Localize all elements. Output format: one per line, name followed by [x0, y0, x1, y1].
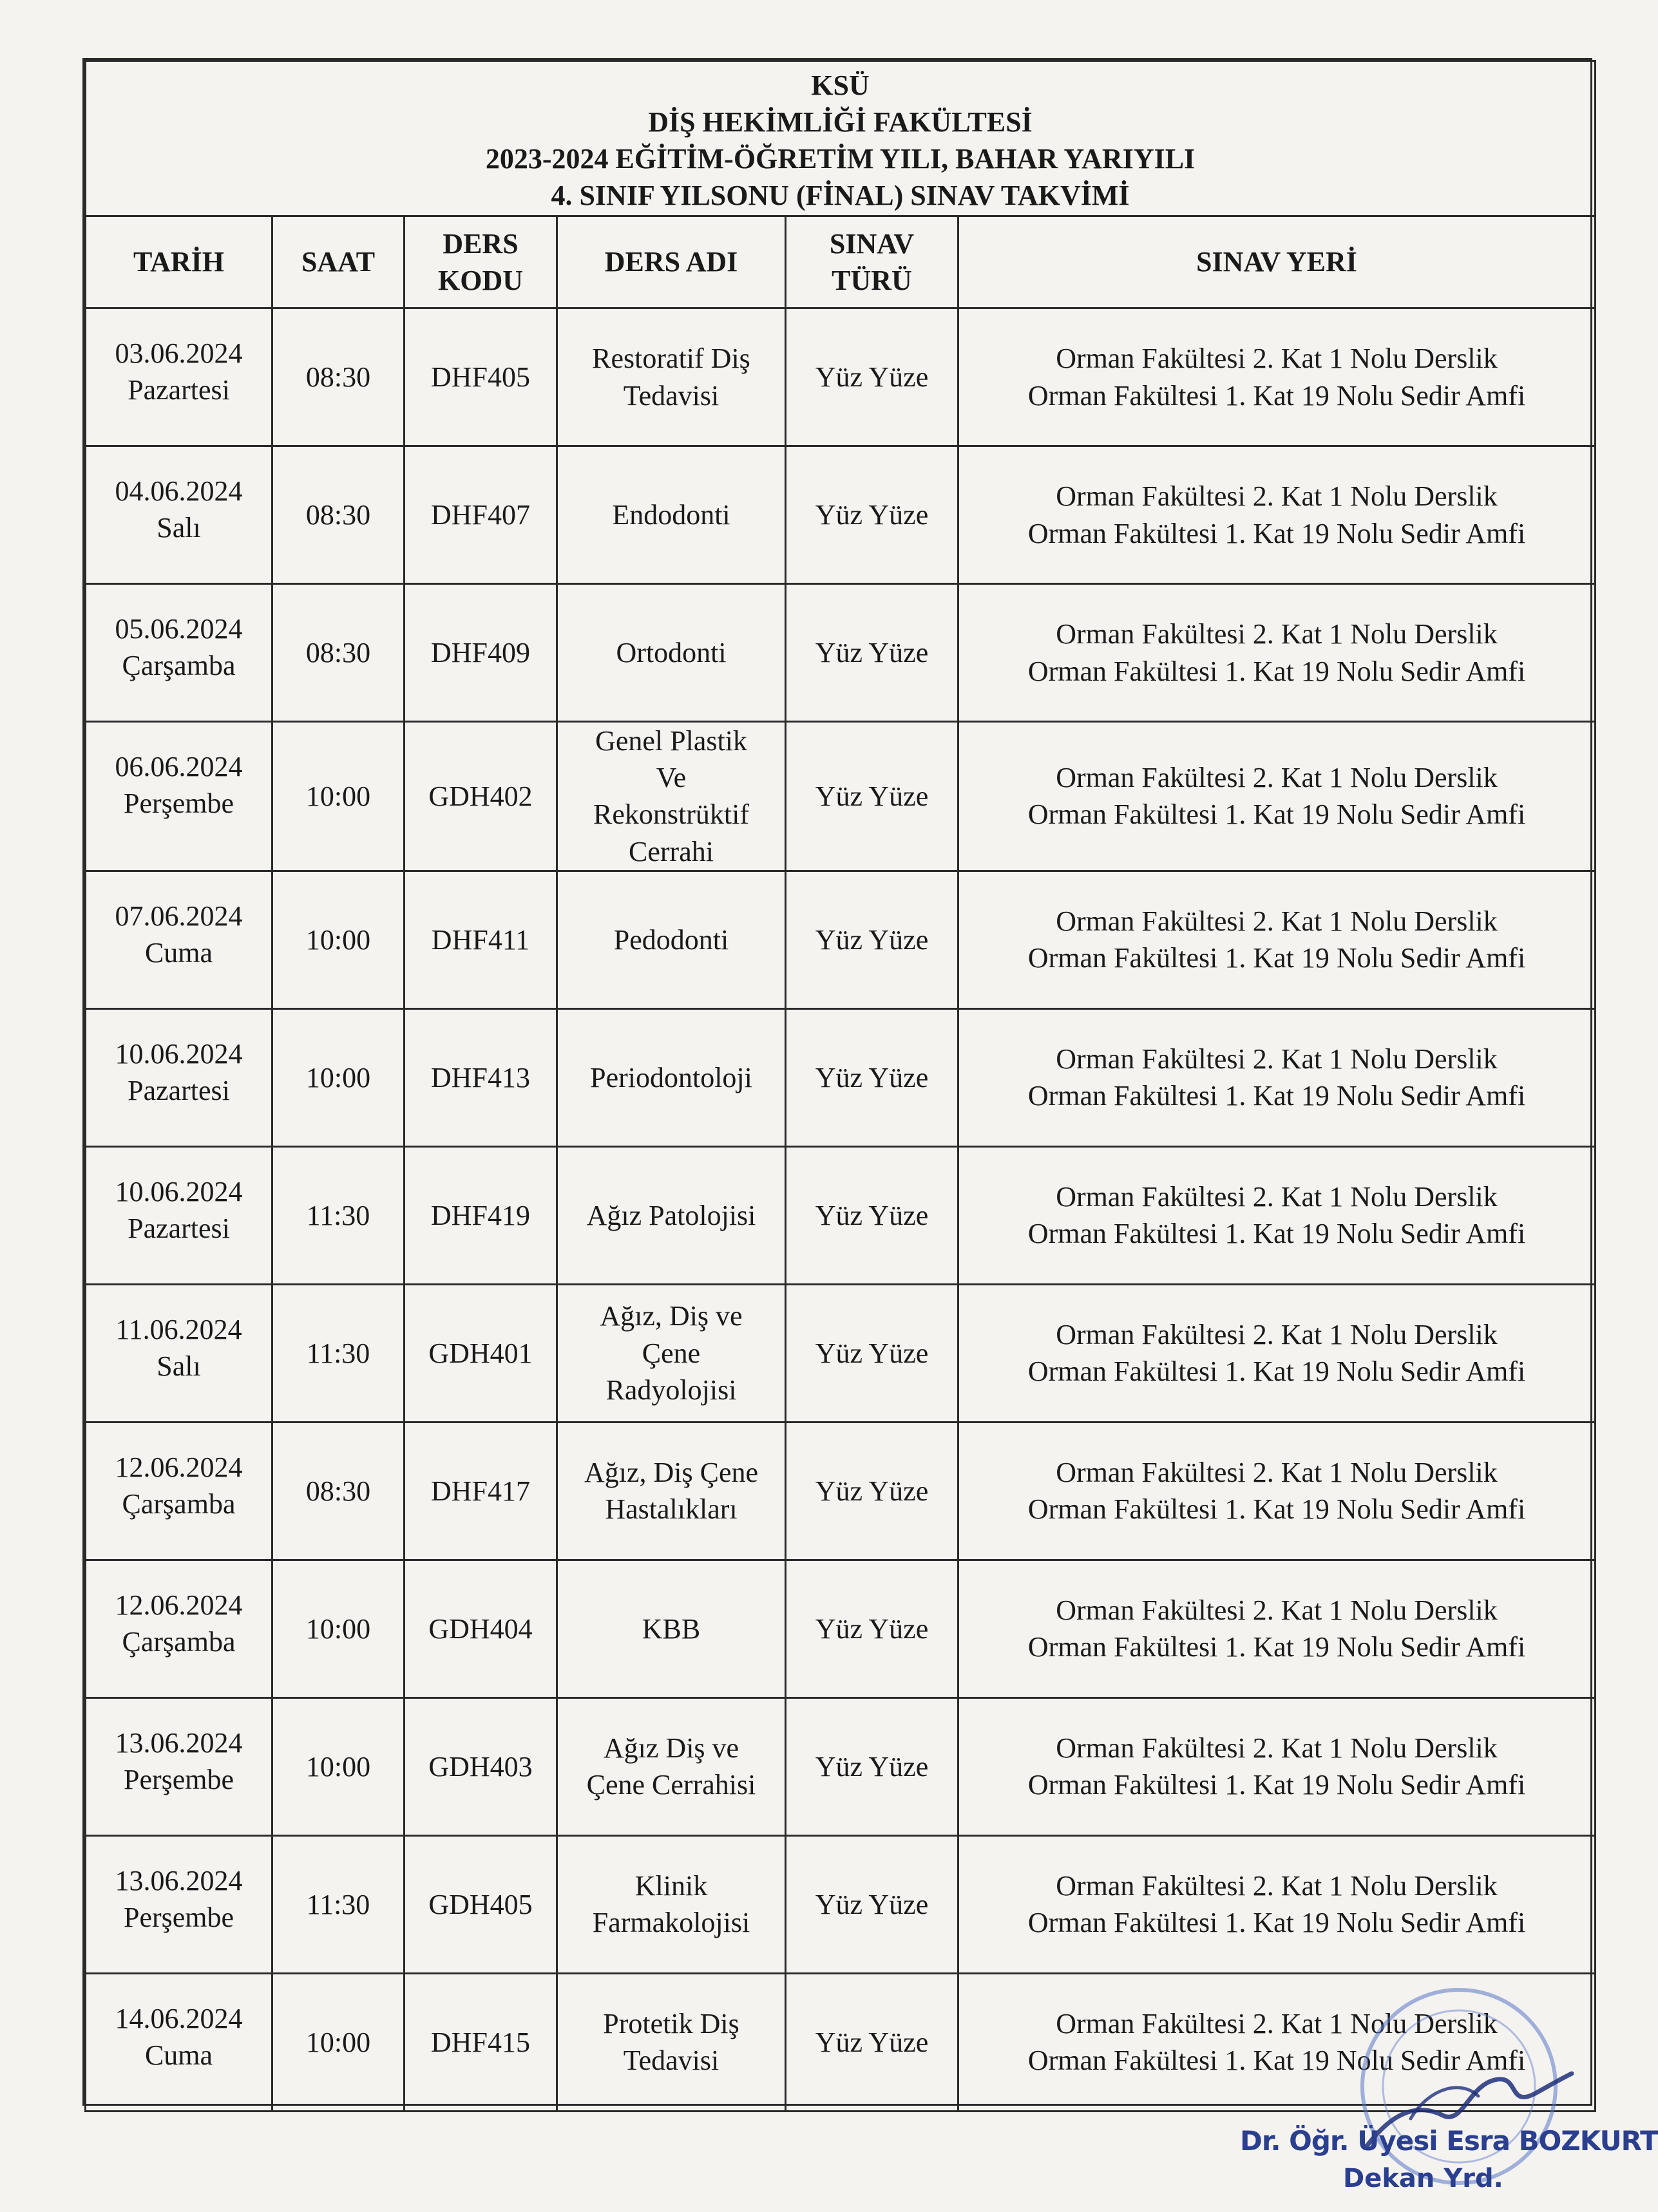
- cell-sinav-turu: Yüz Yüze: [786, 1697, 958, 1835]
- cell-sinav-turu: Yüz Yüze: [786, 1835, 958, 1973]
- schedule-body: [86, 308, 1596, 2112]
- cell-sinav-turu: Yüz Yüze: [786, 584, 958, 722]
- exam-date: 12.06.2024: [115, 1451, 243, 1483]
- cell-saat: 10:00: [272, 1560, 405, 1697]
- table-row: [86, 871, 1596, 1008]
- column-header-sinav-yeri: SINAV YERİ: [958, 216, 1596, 308]
- course-name-line: Radyolojisi: [605, 1374, 737, 1406]
- exam-day: Cuma: [144, 2039, 213, 2071]
- cell-ders-adi: [557, 1146, 786, 1284]
- cell-ders-adi: [557, 1697, 786, 1835]
- exam-location-1: Orman Fakültesi 2. Kat 1 Nolu Derslik: [1056, 1594, 1498, 1627]
- exam-location-2: Orman Fakültesi 1. Kat 19 Nolu Sedir Amfi: [1027, 942, 1526, 974]
- exam-date: 05.06.2024: [115, 613, 243, 645]
- exam-location-2: Orman Fakültesi 1. Kat 19 Nolu Sedir Amfi: [1027, 379, 1526, 411]
- cell-sinav-yeri: [958, 584, 1596, 722]
- cell-ders-kodu: GDH404: [405, 1560, 557, 1697]
- cell-ders-kodu: DHF409: [405, 584, 557, 722]
- cell-tarih: [86, 1697, 272, 1835]
- sinav-turu-line2: TÜRÜ: [832, 265, 912, 296]
- column-header-ders-kodu: [405, 216, 557, 308]
- exam-date: 13.06.2024: [115, 1864, 243, 1896]
- cell-ders-adi: [557, 1422, 786, 1560]
- course-name-line: Ağız, Diş ve: [600, 1300, 743, 1332]
- cell-sinav-yeri: [958, 871, 1596, 1008]
- cell-tarih: [86, 1284, 272, 1422]
- document-title: [86, 61, 1596, 216]
- cell-tarih: [86, 1835, 272, 1973]
- cell-saat: 11:30: [272, 1284, 405, 1422]
- exam-day: Perşembe: [123, 1763, 234, 1795]
- table-row: [86, 308, 1596, 446]
- exam-location-2: Orman Fakültesi 1. Kat 19 Nolu Sedir Amfi: [1027, 655, 1526, 687]
- cell-sinav-turu: Yüz Yüze: [786, 1284, 958, 1422]
- cell-ders-kodu: DHF417: [405, 1422, 557, 1560]
- cell-saat: 11:30: [272, 1835, 405, 1973]
- column-header-ders-adi: DERS ADI: [557, 216, 786, 308]
- cell-ders-kodu: DHF413: [405, 1008, 557, 1146]
- cell-tarih: [86, 1008, 272, 1146]
- exam-schedule-table: [84, 60, 1596, 2112]
- title-exam-calendar: 4. SINIF YILSONU (FİNAL) SINAV TAKVİMİ: [551, 180, 1130, 212]
- cell-ders-adi: [557, 1973, 786, 2111]
- cell-ders-kodu: DHF405: [405, 308, 557, 446]
- exam-date: 13.06.2024: [115, 1726, 243, 1759]
- course-name-line: Ağız, Diş Çene: [584, 1457, 759, 1489]
- exam-location-2: Orman Fakültesi 1. Kat 19 Nolu Sedir Amfi: [1027, 799, 1526, 831]
- signatory-name: Dr. Öğr. Üyesi Esra BOZKURT: [1240, 2125, 1658, 2157]
- exam-location-2: Orman Fakültesi 1. Kat 19 Nolu Sedir Amfi: [1027, 1907, 1526, 1939]
- cell-ders-adi: [557, 871, 786, 1008]
- cell-ders-kodu: GDH405: [405, 1835, 557, 1973]
- cell-sinav-yeri: [958, 1146, 1596, 1284]
- cell-sinav-turu: Yüz Yüze: [786, 446, 958, 584]
- cell-tarih: [86, 722, 272, 871]
- table-row: [86, 1697, 1596, 1835]
- table-row: [86, 446, 1596, 584]
- exam-location-1: Orman Fakültesi 2. Kat 1 Nolu Derslik: [1056, 1457, 1498, 1489]
- exam-date: 10.06.2024: [115, 1037, 243, 1070]
- exam-date: 03.06.2024: [115, 337, 243, 369]
- cell-tarih: [86, 308, 272, 446]
- exam-location-1: Orman Fakültesi 2. Kat 1 Nolu Derslik: [1056, 762, 1498, 794]
- exam-day: Pazartesi: [128, 1212, 230, 1244]
- cell-tarih: [86, 1146, 272, 1284]
- table-row: [86, 584, 1596, 722]
- course-name-line: Endodonti: [612, 498, 730, 531]
- title-academic-year: 2023-2024 EĞİTİM-ÖĞRETİM YILI, BAHAR YARIYILI: [485, 143, 1196, 175]
- exam-day: Çarşamba: [122, 1625, 236, 1658]
- exam-day: Cuma: [144, 936, 213, 969]
- cell-sinav-yeri: [958, 1008, 1596, 1146]
- exam-day: Salı: [157, 1350, 201, 1382]
- title-faculty: DİŞ HEKİMLİĞİ FAKÜLTESİ: [648, 106, 1033, 138]
- sinav-turu-line1: SINAV: [829, 227, 915, 260]
- exam-date: 07.06.2024: [115, 900, 243, 932]
- exam-day: Salı: [157, 512, 201, 544]
- exam-location-1: Orman Fakültesi 2. Kat 1 Nolu Derslik: [1056, 1319, 1498, 1351]
- course-name-line: Pedodonti: [613, 923, 729, 956]
- cell-sinav-yeri: [958, 722, 1596, 871]
- cell-tarih: [86, 446, 272, 584]
- table-row: [86, 1146, 1596, 1284]
- exam-date: 12.06.2024: [115, 1589, 243, 1621]
- course-name-line: Ortodonti: [616, 636, 727, 668]
- schedule-sheet: [82, 58, 1592, 2106]
- cell-ders-kodu: DHF411: [405, 871, 557, 1008]
- table-row: [86, 1422, 1596, 1560]
- exam-date: 14.06.2024: [115, 2002, 243, 2034]
- table-row: [86, 722, 1596, 871]
- cell-sinav-turu: Yüz Yüze: [786, 308, 958, 446]
- cell-ders-adi: [557, 308, 786, 446]
- exam-location-1: Orman Fakültesi 2. Kat 1 Nolu Derslik: [1056, 618, 1498, 650]
- cell-ders-adi: [557, 1835, 786, 1973]
- cell-ders-adi: [557, 1560, 786, 1697]
- course-name-line: Farmakolojisi: [592, 1907, 750, 1939]
- exam-location-2: Orman Fakültesi 1. Kat 19 Nolu Sedir Amfi: [1027, 1218, 1526, 1250]
- exam-day: Çarşamba: [122, 1488, 236, 1520]
- cell-sinav-turu: Yüz Yüze: [786, 1008, 958, 1146]
- column-header-saat: SAAT: [272, 216, 405, 308]
- cell-ders-kodu: DHF415: [405, 1973, 557, 2111]
- exam-location-2: Orman Fakültesi 1. Kat 19 Nolu Sedir Amfi: [1027, 1356, 1526, 1388]
- table-row: [86, 1973, 1596, 2111]
- ders-kodu-line1: DERS: [443, 227, 519, 260]
- exam-date: 04.06.2024: [115, 475, 243, 507]
- column-header-tarih: TARİH: [86, 216, 272, 308]
- cell-ders-adi: [557, 722, 786, 871]
- cell-ders-kodu: GDH403: [405, 1697, 557, 1835]
- cell-saat: 10:00: [272, 871, 405, 1008]
- cell-ders-adi: [557, 1008, 786, 1146]
- exam-day: Pazartesi: [128, 1074, 230, 1106]
- course-name-line: Tedavisi: [623, 379, 719, 411]
- exam-location-1: Orman Fakültesi 2. Kat 1 Nolu Derslik: [1056, 1870, 1498, 1902]
- cell-tarih: [86, 1560, 272, 1697]
- cell-saat: 08:30: [272, 584, 405, 722]
- exam-day: Perşembe: [123, 788, 234, 820]
- cell-sinav-yeri: [958, 1697, 1596, 1835]
- cell-sinav-turu: Yüz Yüze: [786, 722, 958, 871]
- cell-tarih: [86, 871, 272, 1008]
- cell-ders-adi: [557, 584, 786, 722]
- cell-sinav-turu: Yüz Yüze: [786, 1422, 958, 1560]
- cell-saat: 10:00: [272, 722, 405, 871]
- exam-location-1: Orman Fakültesi 2. Kat 1 Nolu Derslik: [1056, 1043, 1498, 1075]
- exam-day: Perşembe: [123, 1901, 234, 1933]
- cell-sinav-yeri: [958, 1284, 1596, 1422]
- course-name-line: Protetik Diş: [603, 2008, 739, 2040]
- exam-location-1: Orman Fakültesi 2. Kat 1 Nolu Derslik: [1056, 2008, 1498, 2040]
- cell-saat: 10:00: [272, 1697, 405, 1835]
- table-header-row: [86, 216, 1596, 308]
- cell-sinav-yeri: [958, 1973, 1596, 2111]
- ders-kodu-line2: KODU: [438, 265, 523, 296]
- course-name-line: Klinik: [634, 1870, 708, 1902]
- exam-location-1: Orman Fakültesi 2. Kat 1 Nolu Derslik: [1056, 905, 1498, 938]
- exam-date: 10.06.2024: [115, 1175, 243, 1207]
- table-row: [86, 1284, 1596, 1422]
- course-name-line: Rekonstrüktif: [593, 799, 749, 831]
- cell-sinav-yeri: [958, 446, 1596, 584]
- course-name-line: Çene: [642, 1337, 701, 1369]
- course-name-line: Restoratif Diş: [592, 343, 750, 375]
- exam-location-2: Orman Fakültesi 1. Kat 19 Nolu Sedir Amfi: [1027, 517, 1526, 549]
- exam-location-1: Orman Fakültesi 2. Kat 1 Nolu Derslik: [1056, 343, 1498, 375]
- cell-sinav-yeri: [958, 1835, 1596, 1973]
- course-name-line: Ağız Patolojisi: [586, 1199, 756, 1231]
- exam-location-2: Orman Fakültesi 1. Kat 19 Nolu Sedir Amfi: [1027, 2045, 1526, 2077]
- exam-location-2: Orman Fakültesi 1. Kat 19 Nolu Sedir Amfi: [1027, 1631, 1526, 1663]
- cell-ders-adi: [557, 1284, 786, 1422]
- exam-date: 11.06.2024: [115, 1313, 242, 1345]
- cell-saat: 08:30: [272, 1422, 405, 1560]
- cell-sinav-yeri: [958, 1560, 1596, 1697]
- cell-sinav-turu: Yüz Yüze: [786, 1560, 958, 1697]
- cell-sinav-yeri: [958, 308, 1596, 446]
- course-name-line: Ve: [656, 762, 687, 794]
- course-name-line: Çene Cerrahisi: [586, 1769, 756, 1801]
- cell-saat: 11:30: [272, 1146, 405, 1284]
- table-row: [86, 1560, 1596, 1697]
- course-name-line: Cerrahi: [629, 835, 714, 867]
- column-header-sinav-turu: [786, 216, 958, 308]
- exam-location-1: Orman Fakültesi 2. Kat 1 Nolu Derslik: [1056, 1181, 1498, 1213]
- cell-ders-kodu: DHF407: [405, 446, 557, 584]
- course-name-line: KBB: [642, 1612, 701, 1645]
- course-name-line: Tedavisi: [623, 2045, 719, 2077]
- cell-saat: 08:30: [272, 446, 405, 584]
- exam-location-2: Orman Fakültesi 1. Kat 19 Nolu Sedir Amfi: [1027, 1769, 1526, 1801]
- cell-sinav-turu: Yüz Yüze: [786, 1146, 958, 1284]
- cell-ders-kodu: DHF419: [405, 1146, 557, 1284]
- course-name-line: Genel Plastik: [595, 725, 747, 757]
- cell-saat: 10:00: [272, 1973, 405, 2111]
- table-row: [86, 1835, 1596, 1973]
- exam-location-2: Orman Fakültesi 1. Kat 19 Nolu Sedir Amfi: [1027, 1080, 1526, 1112]
- exam-location-1: Orman Fakültesi 2. Kat 1 Nolu Derslik: [1056, 480, 1498, 513]
- cell-tarih: [86, 584, 272, 722]
- exam-location-2: Orman Fakültesi 1. Kat 19 Nolu Sedir Amfi: [1027, 1493, 1526, 1526]
- course-name-line: Periodontoloji: [590, 1061, 752, 1093]
- cell-tarih: [86, 1422, 272, 1560]
- exam-location-1: Orman Fakültesi 2. Kat 1 Nolu Derslik: [1056, 1732, 1498, 1764]
- exam-day: Çarşamba: [122, 650, 236, 682]
- course-name-line: Hastalıkları: [605, 1493, 738, 1526]
- title-university: KSÜ: [811, 69, 870, 101]
- cell-sinav-turu: Yüz Yüze: [786, 871, 958, 1008]
- cell-saat: 08:30: [272, 308, 405, 446]
- cell-sinav-turu: Yüz Yüze: [786, 1973, 958, 2111]
- table-row: [86, 1008, 1596, 1146]
- cell-saat: 10:00: [272, 1008, 405, 1146]
- cell-ders-kodu: GDH401: [405, 1284, 557, 1422]
- cell-ders-kodu: GDH402: [405, 722, 557, 871]
- course-name-line: Ağız Diş ve: [603, 1732, 739, 1764]
- signatory-title: Dekan Yrd.: [1343, 2164, 1503, 2193]
- cell-tarih: [86, 1973, 272, 2111]
- cell-ders-adi: [557, 446, 786, 584]
- cell-sinav-yeri: [958, 1422, 1596, 1560]
- exam-date: 06.06.2024: [115, 751, 243, 782]
- exam-day: Pazartesi: [128, 374, 230, 406]
